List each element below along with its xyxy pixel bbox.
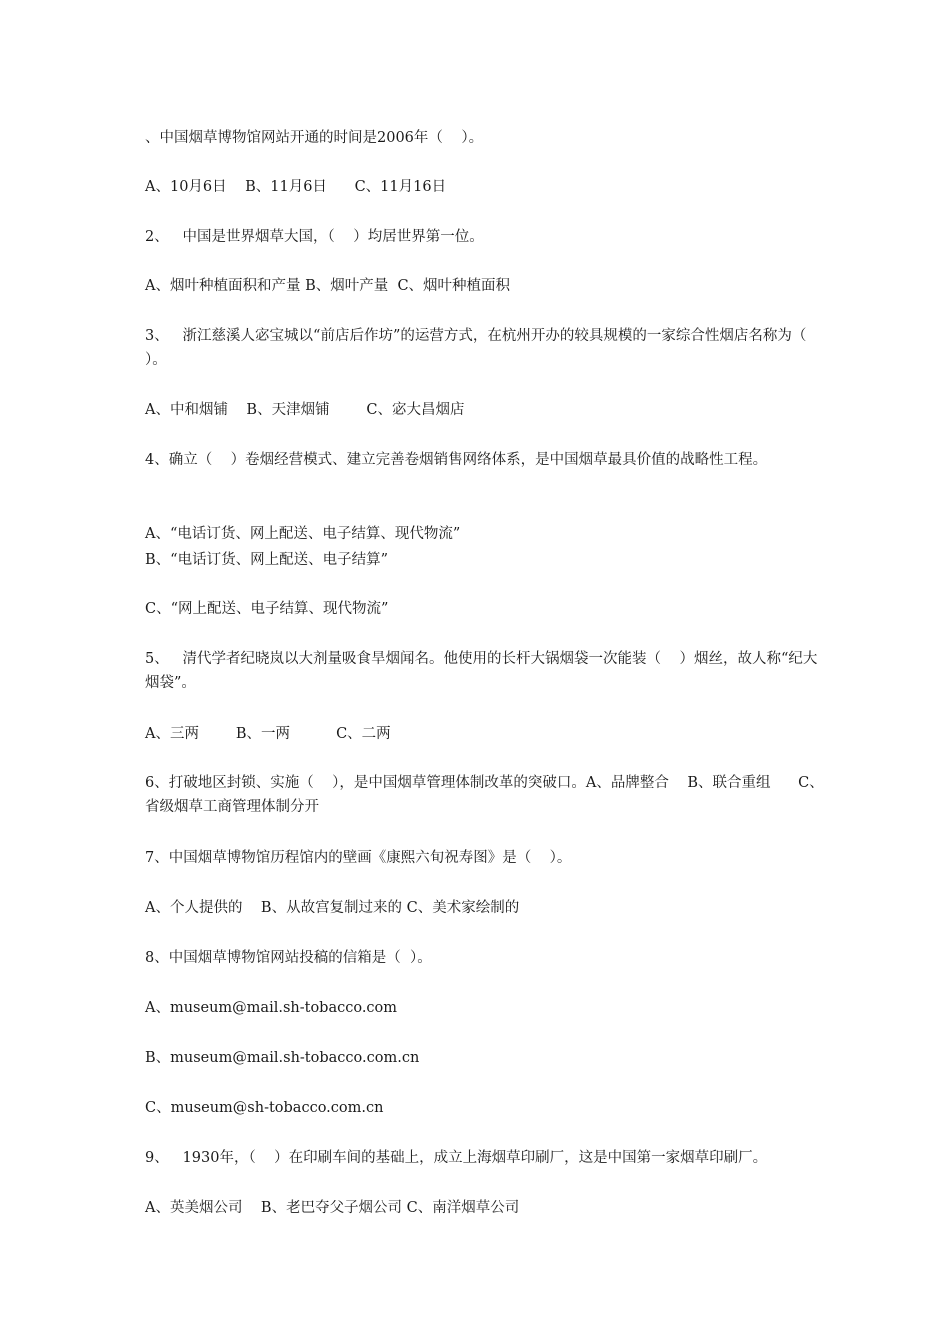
- question-9: 9、 1930年，（ ）在印刷车间的基础上，成立上海烟草印刷厂，这是中国第一家烟草印刷厂。: [145, 1150, 768, 1166]
- question-6: 6、打破地区封锁、实施（ ），是中国烟草管理体制改革的突破口。A、品牌整合 B、联合重组 C、省级烟草工商管理体制分开: [145, 775, 824, 815]
- question-7-options: A、个人提供的 B、从故宫复制过来的 C、美术家绘制的: [145, 900, 520, 916]
- question-5: 5、 清代学者纪晓岚以大剂量吸食旱烟闻名。他使用的长杆大锅烟袋一次能装（ ）烟丝，故人称“纪大烟袋”。: [145, 651, 818, 691]
- question-4-option-c: C、“网上配送、电子结算、现代物流”: [145, 601, 389, 617]
- question-1: 、中国烟草博物馆网站开通的时间是2006年（ ）。: [145, 130, 484, 146]
- question-4-option-b: B、“电话订货、网上配送、电子结算”: [145, 552, 388, 568]
- question-8: 8、中国烟草博物馆网站投稿的信箱是（ ）。: [145, 950, 432, 966]
- question-2: 2、 中国是世界烟草大国，（ ）均居世界第一位。: [145, 229, 484, 245]
- question-9-options: A、英美烟公司 B、老巴夺父子烟公司 C、南洋烟草公司: [145, 1200, 520, 1216]
- question-5-options: A、三两 B、一两 C、二两: [145, 726, 391, 742]
- question-3-options: A、中和烟铺 B、天津烟铺 C、宓大昌烟店: [145, 402, 465, 418]
- question-3: 3、 浙江慈溪人宓宝城以“前店后作坊”的运营方式，在杭州开办的较具规模的一家综合性烟店名称为（ ）。: [145, 328, 825, 368]
- question-2-options: A、烟叶种植面积和产量 B、烟叶产量 C、烟叶种植面积: [145, 278, 511, 294]
- question-8-option-c: C、museum@sh-tobacco.com.cn: [145, 1100, 384, 1116]
- question-1-options: A、10月6日 B、11月6日 C、11月16日: [145, 179, 447, 195]
- question-4: 4、确立（ ）卷烟经营模式、建立完善卷烟销售网络体系，是中国烟草最具价值的战略性工程。: [145, 452, 768, 468]
- question-8-option-b: B、museum@mail.sh-tobacco.com.cn: [145, 1050, 420, 1066]
- question-4-option-a: A、“电话订货、网上配送、电子结算、现代物流”: [145, 526, 461, 542]
- question-8-option-a: A、museum@mail.sh-tobacco.com: [145, 1000, 398, 1016]
- question-7: 7、中国烟草博物馆历程馆内的壁画《康熙六旬祝寿图》是（ ）。: [145, 850, 572, 866]
